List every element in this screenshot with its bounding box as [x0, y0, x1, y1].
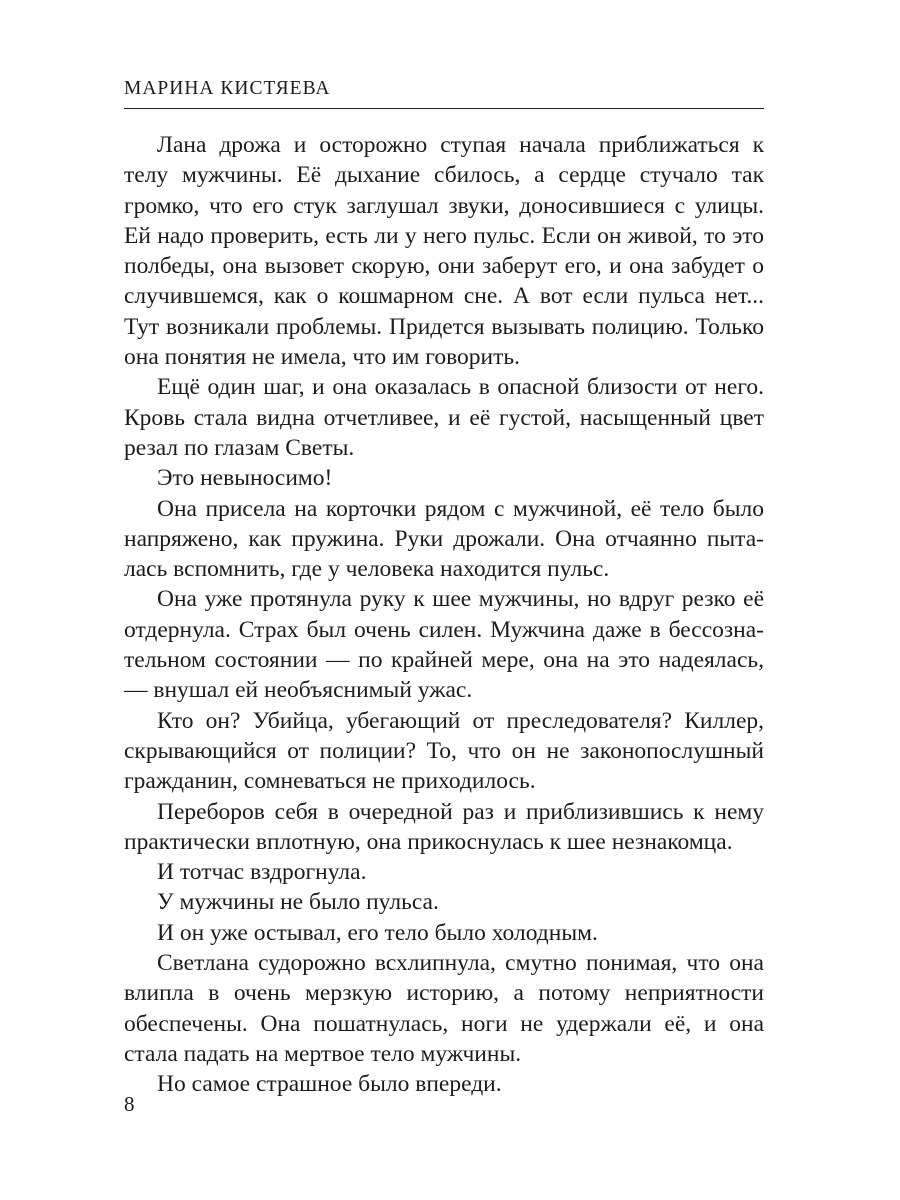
paragraph: Ещё один шаг, и она оказалась в опасной близости от него. Кровь стала видна отчетливее, и её густой, насыщенный цвет резал по глазам Светы. — [124, 374, 764, 461]
paragraph: Кто он? Убийца, убегающий от преследователя? Киллер, скрывающийся от полиции? То, что он не законопослушный гражданин, сомневаться не приходилось. — [124, 707, 764, 795]
paragraph: И тотчас вздрогнула. — [157, 859, 367, 886]
running-head: МАРИНА КИСТЯЕВА — [124, 78, 331, 99]
paragraph: Светлана судорожно всхлипнула, смутно понимая, что она влипла в очень мерзкую историю, а потому неприятности обеспечены. Она пошатнулась, ноги не удержали её, и она стала падать на мертвое тело мужчины. — [124, 950, 764, 1067]
chapter-body — [124, 130, 764, 1100]
paragraph: И он уже остывал, его тело было холодным. — [157, 919, 598, 946]
paragraph: Она присела на корточки рядом с мужчиной, её тело было напряжено, как пружина. Руки дрожали. Она отчаянно пыталась вспомнить, где у человека находится пульс. — [124, 495, 764, 583]
paragraph: Лана дрожа и осторожно ступая начала приближаться к телу мужчины. Её дыхание сбилось, а сердце стучало так громко, что его стук заглушал звуки, доносившиеся с улицы. Ей надо проверить, есть ли у него пульс. Если он живой, то это полбеды, она вызовет скорую, они заберут его, и она забудет о случившемся, как о кошмарном сне. А вот если пульса нет... Тут возникали проблемы. Придется вызывать полицию. Только она понятия не имела, что им говорить. — [124, 132, 764, 371]
paragraph: Но самое страшное было впереди. — [157, 1071, 502, 1098]
header-rule — [124, 108, 764, 109]
paragraph: Переборов себя в очередной раз и приблизившись к нему практически вплотную, она прикоснулась к шее незнакомца. — [124, 798, 764, 855]
paragraph: Это невыносимо! — [157, 465, 333, 492]
page-number: 8 — [124, 1092, 135, 1116]
paragraph: У мужчины не было пульса. — [157, 889, 439, 916]
paragraph: Она уже протянула руку к шее мужчины, но вдруг резко её отдернула. Страх был очень силен. Мужчина даже в бессознательном состоянии — по крайней мере, она на это надеялась, — внушал ей необъяснимый ужас. — [124, 586, 764, 704]
